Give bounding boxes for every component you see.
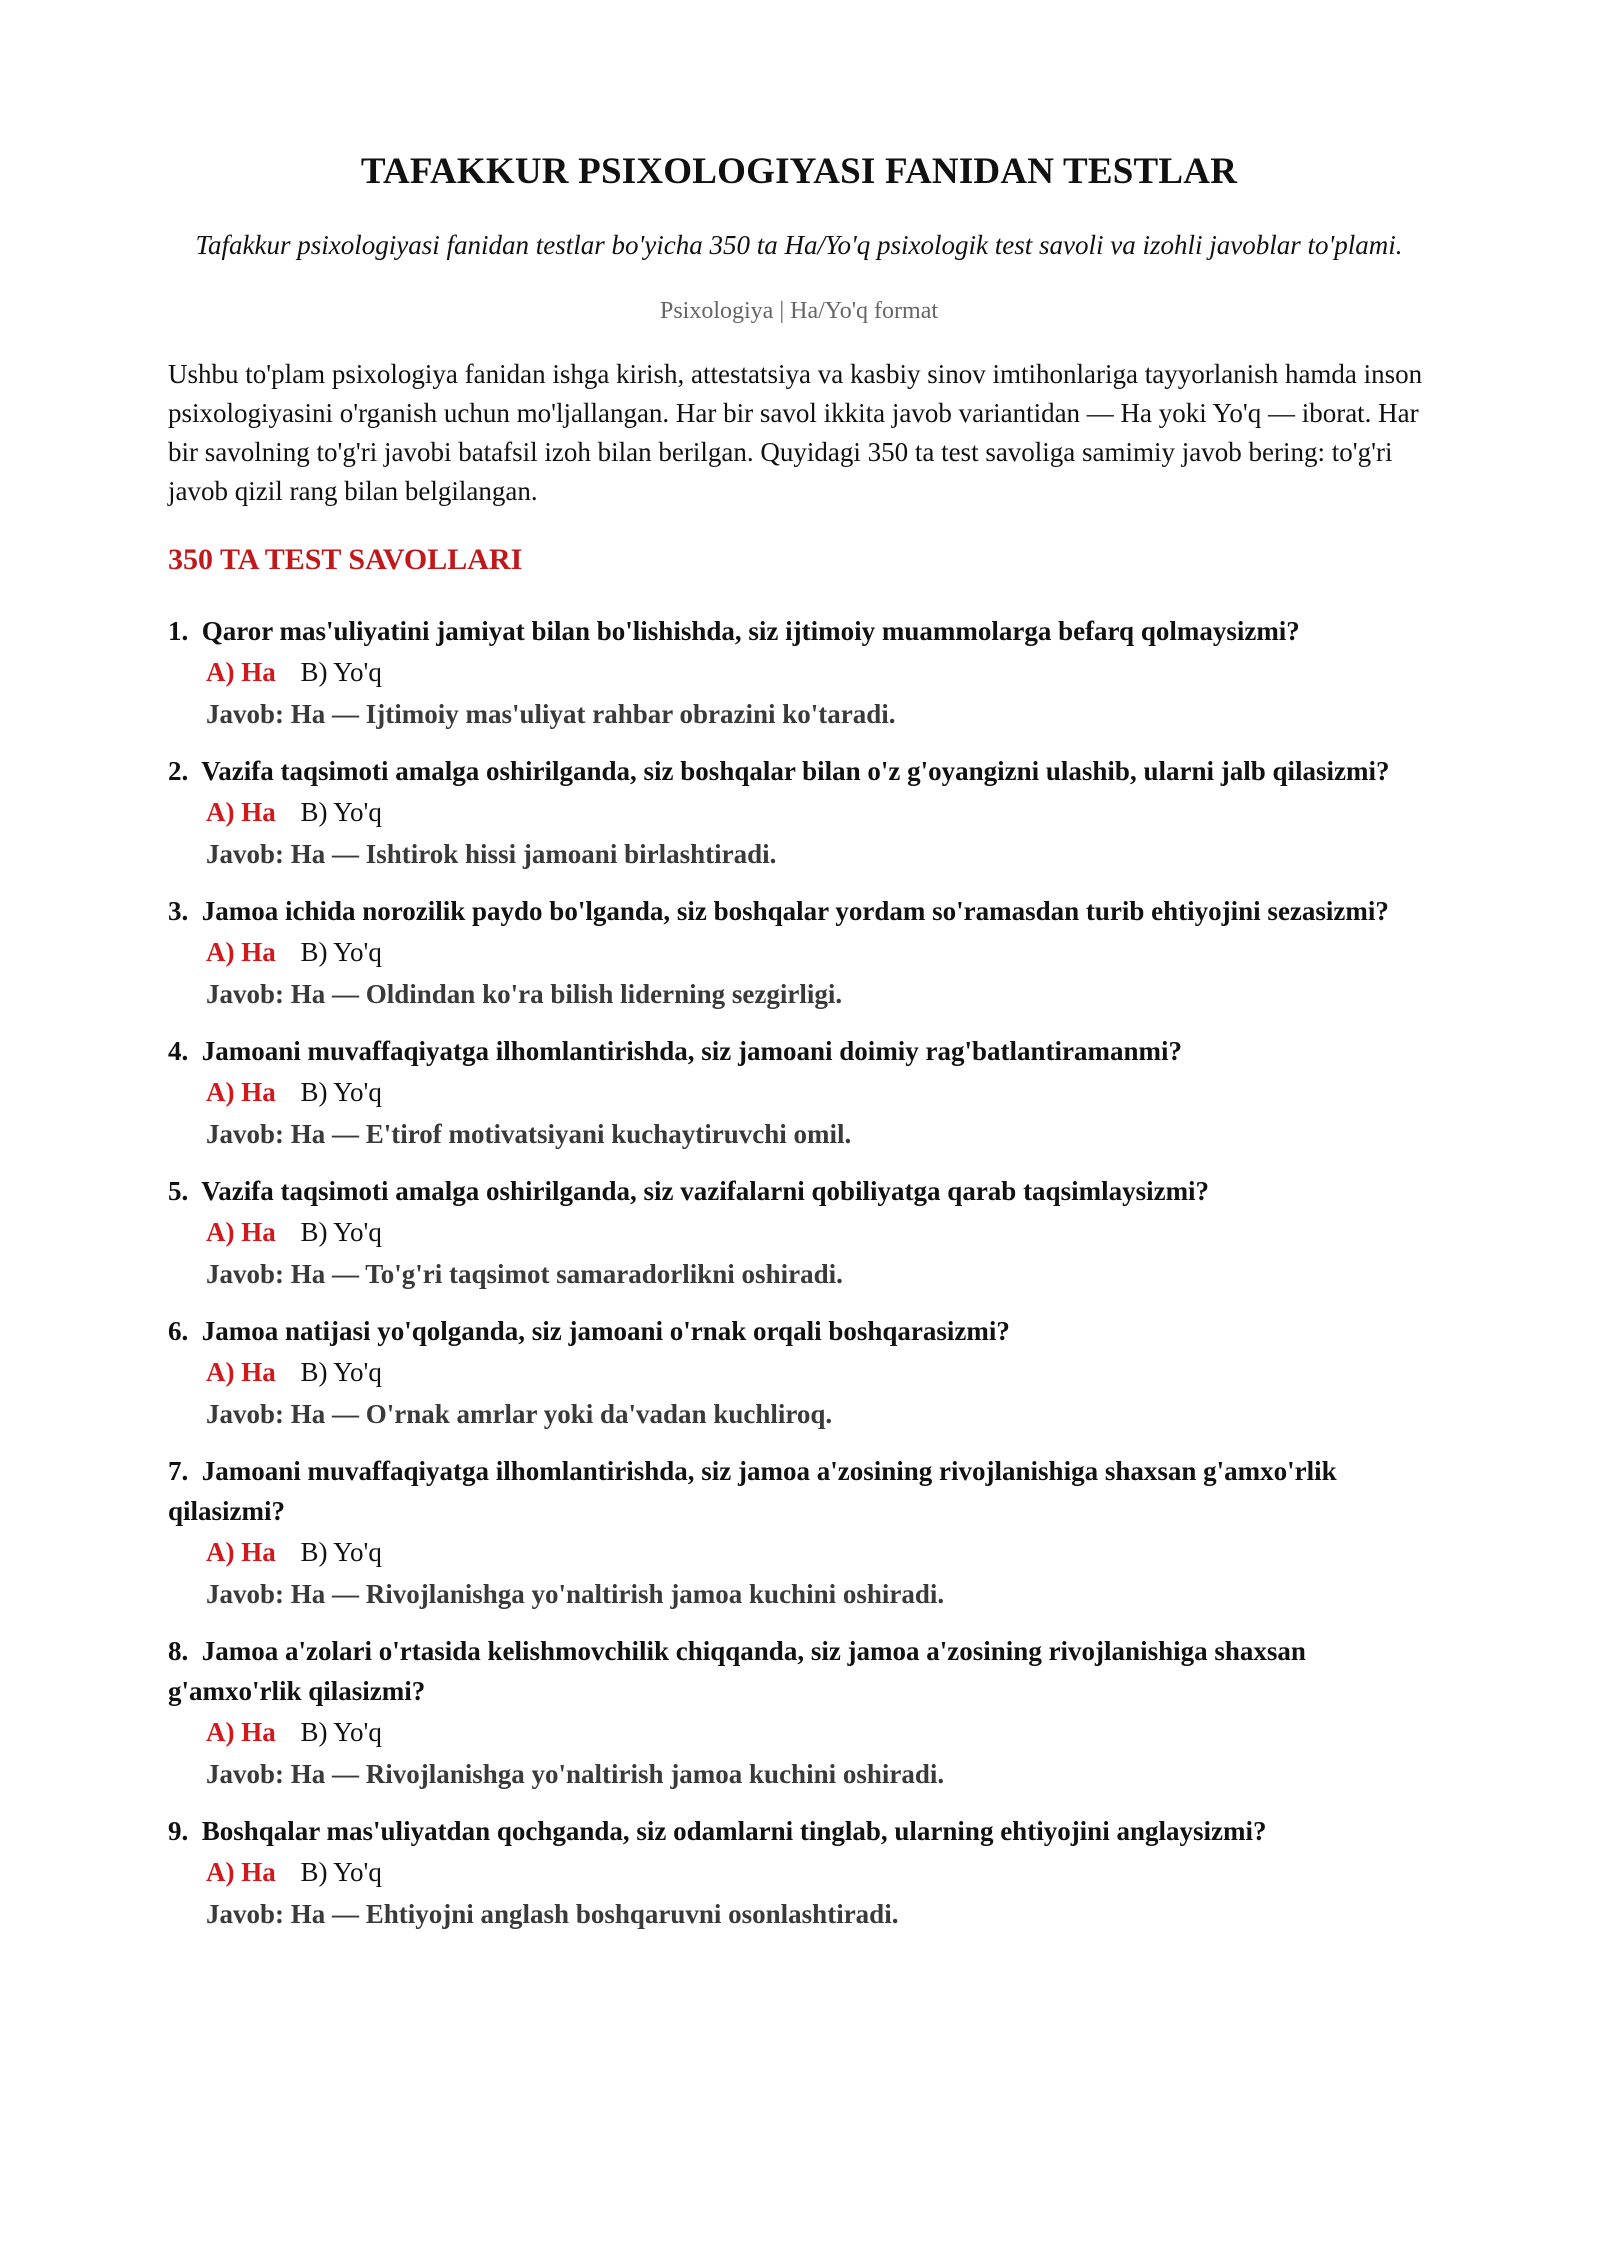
document-subtitle: Tafakkur psixologiyasi fanidan testlar bo'yicha 350 ta Ha/Yo'q psixologik test savoli va izohli javoblar to'plami. (195, 230, 1403, 260)
answer-explanation: Javob: Ha — To'g'ri taqsimot samaradorlikni oshiradi. (206, 1259, 843, 1289)
answer-options (168, 1531, 1430, 1573)
question-item (168, 1171, 1430, 1295)
option-b[interactable]: B) Yo'q (300, 1217, 382, 1247)
option-b[interactable]: B) Yo'q (300, 1537, 382, 1567)
question-body: Boshqalar mas'uliyatdan qochganda, siz odamlarni tinglab, ularning ehtiyojini anglaysizmi? (201, 1816, 1267, 1846)
question-number: 6. (168, 1316, 189, 1346)
answer-options (168, 931, 1430, 973)
question-item (168, 751, 1430, 875)
answer-explanation: Javob: Ha — Rivojlanishga yo'naltirish jamoa kuchini oshiradi. (206, 1759, 945, 1789)
answer-explanation: Javob: Ha — Ijtimoiy mas'uliyat rahbar obrazini ko'taradi. (206, 699, 896, 729)
option-a[interactable]: A) Ha (206, 657, 276, 687)
question-text (168, 751, 1430, 791)
document-page (168, 150, 1430, 1951)
answer-explanation: Javob: Ha — Ehtiyojni anglash boshqaruvni osonlashtiradi. (206, 1899, 899, 1929)
option-a[interactable]: A) Ha (206, 1357, 276, 1387)
option-b[interactable]: B) Yo'q (300, 657, 382, 687)
question-item (168, 1031, 1430, 1155)
option-a[interactable]: A) Ha (206, 1717, 276, 1747)
question-list (168, 611, 1430, 1935)
question-item (168, 1631, 1430, 1795)
answer-explanation: Javob: Ha — O'rnak amrlar yoki da'vadan kuchliroq. (206, 1399, 833, 1429)
answer-explanation: Javob: Ha — Rivojlanishga yo'naltirish jamoa kuchini oshiradi. (206, 1579, 945, 1609)
intro-paragraph: Ushbu to'plam psixologiya fanidan ishga kirish, attestatsiya va kasbiy sinov imtihonlariga tayyorlanish hamda inson psixologiyasini o'rganish uchun mo'ljallangan. Har bir savol ikkita javob variantidan — Ha yoki Yo'q — iborat. Har bir savolning to'g'ri javobi batafsil izoh bilan berilgan. Quyidagi 350 ta test savoliga samimiy javob bering: to'g'ri javob qizil rang bilan belgilangan. (168, 359, 1423, 506)
option-b[interactable]: B) Yo'q (300, 1857, 382, 1887)
question-text (168, 1631, 1430, 1711)
question-text (168, 611, 1430, 651)
question-number: 9. (168, 1816, 189, 1846)
option-b[interactable]: B) Yo'q (300, 1717, 382, 1747)
document-meta: Psixologiya | Ha/Yo'q format (659, 298, 939, 324)
answer-options (168, 1071, 1430, 1113)
question-body: Jamoa natijasi yo'qolganda, siz jamoani o'rnak orqali boshqarasizmi? (201, 1316, 1010, 1346)
question-body: Jamoa ichida norozilik paydo bo'lganda, siz boshqalar yordam so'ramasdan turib ehtiyojini sezasizmi? (201, 896, 1389, 926)
question-number: 5. (168, 1176, 189, 1206)
question-item (168, 1811, 1430, 1935)
option-a[interactable]: A) Ha (206, 1077, 276, 1107)
answer-options (168, 791, 1430, 833)
question-number: 7. (168, 1456, 189, 1486)
option-b[interactable]: B) Yo'q (300, 797, 382, 827)
answer-options (168, 1351, 1430, 1393)
answer-options (168, 1211, 1430, 1253)
option-a[interactable]: A) Ha (206, 937, 276, 967)
option-b[interactable]: B) Yo'q (300, 937, 382, 967)
document-title: TAFAKKUR PSIXOLOGIYASI FANIDAN TESTLAR (360, 151, 1238, 192)
answer-explanation: Javob: Ha — Ishtirok hissi jamoani birlashtiradi. (206, 839, 777, 869)
answer-options (168, 1851, 1430, 1893)
question-text (168, 1311, 1430, 1351)
answer-options (168, 651, 1430, 693)
option-a[interactable]: A) Ha (206, 1857, 276, 1887)
question-body: Jamoani muvaffaqiyatga ilhomlantirishda, siz jamoa a'zosining rivojlanishiga shaxsan g'amxo'rlik qilasizmi? (168, 1456, 1337, 1526)
question-body: Qaror mas'uliyatini jamiyat bilan bo'lishishda, siz ijtimoiy muammolarga befarq qolmaysizmi? (201, 616, 1300, 646)
question-item (168, 891, 1430, 1015)
answer-options (168, 1711, 1430, 1753)
question-number: 2. (168, 756, 189, 786)
question-text (168, 1031, 1430, 1071)
question-number: 1. (168, 616, 189, 646)
section-heading: 350 TA TEST SAVOLLARI (168, 543, 523, 576)
option-b[interactable]: B) Yo'q (300, 1357, 382, 1387)
question-number: 4. (168, 1036, 189, 1066)
question-text (168, 1451, 1430, 1531)
option-a[interactable]: A) Ha (206, 1537, 276, 1567)
option-b[interactable]: B) Yo'q (300, 1077, 382, 1107)
question-item (168, 611, 1430, 735)
question-item (168, 1451, 1430, 1615)
question-body: Vazifa taqsimoti amalga oshirilganda, siz vazifalarni qobiliyatga qarab taqsimlaysizmi? (201, 1176, 1210, 1206)
question-text (168, 1171, 1430, 1211)
answer-explanation: Javob: Ha — E'tirof motivatsiyani kuchaytiruvchi omil. (206, 1119, 852, 1149)
question-number: 3. (168, 896, 189, 926)
question-body: Jamoani muvaffaqiyatga ilhomlantirishda, siz jamoani doimiy rag'batlantiramanmi? (201, 1036, 1183, 1066)
question-number: 8. (168, 1636, 189, 1666)
question-body: Vazifa taqsimoti amalga oshirilganda, siz boshqalar bilan o'z g'oyangizni ulashib, ularni jalb qilasizmi? (201, 756, 1390, 786)
option-a[interactable]: A) Ha (206, 797, 276, 827)
question-body: Jamoa a'zolari o'rtasida kelishmovchilik chiqqanda, siz jamoa a'zosining rivojlanishiga shaxsan g'amxo'rlik qilasizmi? (168, 1636, 1306, 1706)
question-item (168, 1311, 1430, 1435)
question-text (168, 1811, 1430, 1851)
question-text (168, 891, 1430, 931)
option-a[interactable]: A) Ha (206, 1217, 276, 1247)
answer-explanation: Javob: Ha — Oldindan ko'ra bilish liderning sezgirligi. (206, 979, 843, 1009)
